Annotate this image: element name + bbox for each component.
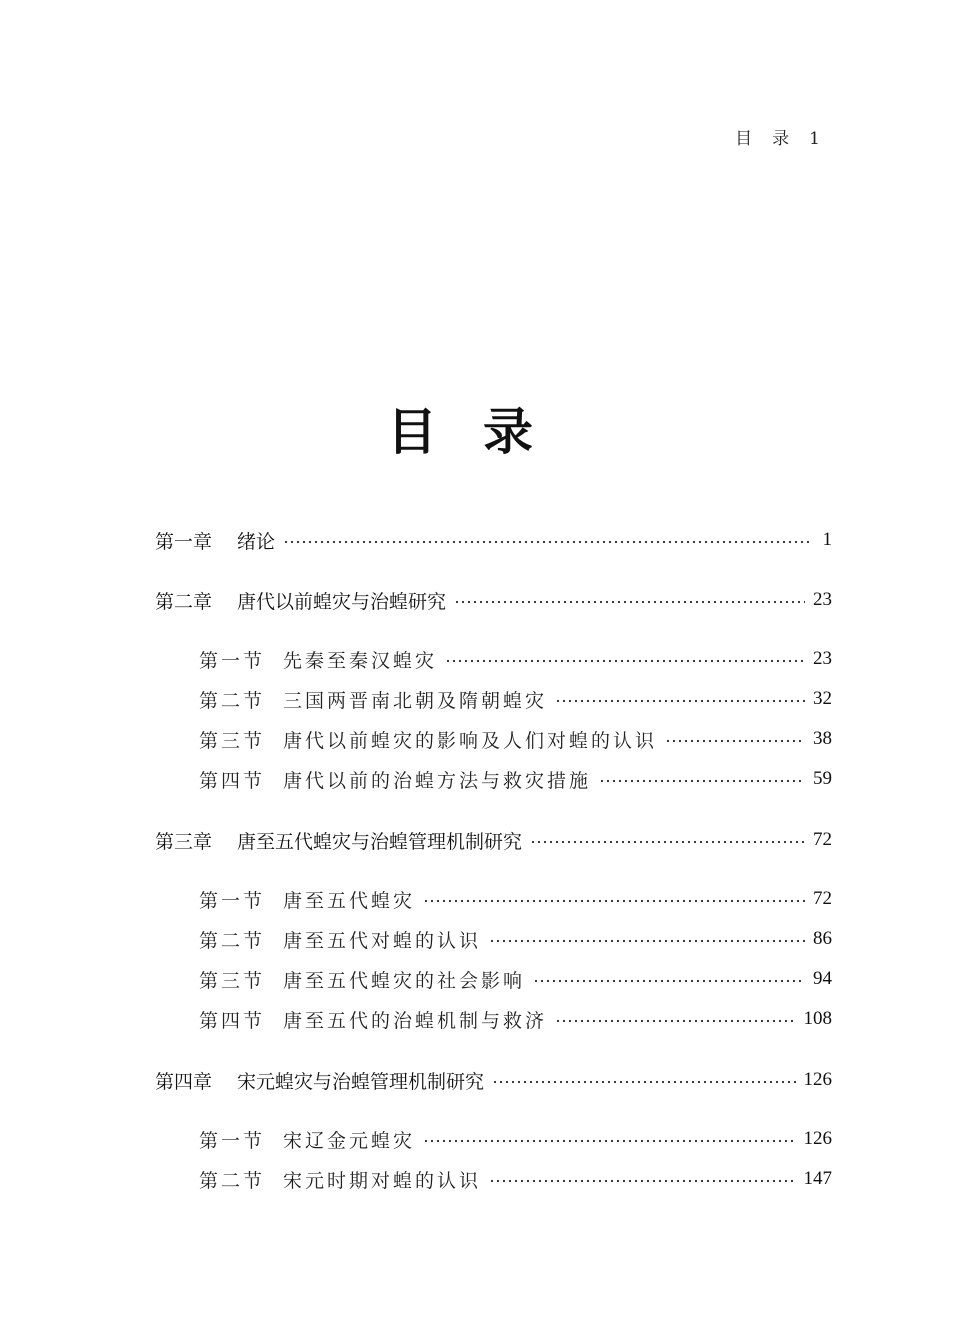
- dot-leader: [530, 840, 805, 844]
- dot-leader: [555, 1019, 795, 1023]
- toc-entry-page: 86: [813, 928, 832, 949]
- toc-entry-chapter-4[interactable]: [155, 1065, 832, 1095]
- toc-entry-page: 23: [813, 589, 832, 610]
- toc-entry-number: 第三节: [199, 729, 266, 752]
- toc-entry-number: 第四章: [155, 1070, 213, 1093]
- dot-leader: [454, 600, 805, 604]
- toc-entry-title: 唐代以前蝗灾与治蝗研究: [237, 590, 447, 613]
- toc-entry-page: 126: [803, 1128, 832, 1149]
- running-header-char2: 录: [772, 129, 792, 149]
- toc-entry-page: 72: [813, 888, 832, 909]
- dot-leader: [489, 1179, 795, 1183]
- toc-entry-number: 第二节: [199, 689, 266, 712]
- toc-entry-section[interactable]: [199, 644, 832, 674]
- toc-entry-title: 绪论: [237, 530, 276, 553]
- toc-entry-number: 第四节: [199, 769, 266, 792]
- toc-entry-title: 三国两晋南北朝及隋朝蝗灾: [283, 689, 548, 712]
- toc-entry-title: 唐代以前蝗灾的影响及人们对蝗的认识: [283, 729, 658, 752]
- toc-entry-number: 第一节: [199, 649, 266, 672]
- dot-leader: [445, 659, 805, 663]
- toc-title: [0, 392, 960, 464]
- toc-entry-section[interactable]: [199, 764, 832, 794]
- toc-entry-title: 唐至五代蝗灾的社会影响: [283, 969, 526, 992]
- dot-leader: [599, 779, 805, 783]
- running-header-page-number: 1: [809, 129, 822, 149]
- toc-entry-title: 先秦至秦汉蝗灾: [283, 649, 438, 672]
- toc-entry-title: 宋元时期对蝗的认识: [283, 1169, 482, 1192]
- toc-entry-number: 第一章: [155, 530, 213, 553]
- toc-entry-title: 宋元蝗灾与治蝗管理机制研究: [237, 1070, 485, 1093]
- dot-leader: [423, 1139, 795, 1143]
- toc-entry-number: 第三章: [155, 830, 213, 853]
- toc-entry-title: 唐至五代对蝗的认识: [283, 929, 482, 952]
- dot-leader: [533, 979, 805, 983]
- toc-entry-title: 唐至五代蝗灾与治蝗管理机制研究: [237, 830, 523, 853]
- running-header: [735, 124, 822, 149]
- toc-entry-title: 唐至五代的治蝗机制与救济: [283, 1009, 548, 1032]
- toc-entry-section[interactable]: [199, 1164, 832, 1194]
- toc-entry-page: 108: [803, 1008, 832, 1029]
- dot-leader: [492, 1080, 795, 1084]
- toc-entry-page: 38: [813, 728, 832, 749]
- toc-entry-title: 唐代以前的治蝗方法与救灾措施: [283, 769, 592, 792]
- toc-entry-title: 唐至五代蝗灾: [283, 889, 416, 912]
- dot-leader: [423, 899, 805, 903]
- toc-entry-number: 第四节: [199, 1009, 266, 1032]
- toc-entry-page: 72: [813, 829, 832, 850]
- toc-entry-page: 59: [813, 768, 832, 789]
- toc-entry-number: 第二节: [199, 929, 266, 952]
- toc-entry-section[interactable]: [199, 684, 832, 714]
- toc-entry-section[interactable]: [199, 884, 832, 914]
- running-header-char1: 目: [735, 129, 755, 149]
- toc-entry-page: 1: [822, 529, 832, 550]
- toc-entry-page: 94: [813, 968, 832, 989]
- dot-leader: [283, 540, 812, 544]
- toc-entry-number: 第二节: [199, 1169, 266, 1192]
- toc-entry-section[interactable]: [199, 724, 832, 754]
- toc-entry-section[interactable]: [199, 1124, 832, 1154]
- toc-entry-chapter-2[interactable]: [155, 585, 832, 615]
- toc-entry-number: 第二章: [155, 590, 213, 613]
- toc-title-char1: 目: [387, 403, 477, 461]
- toc-entry-page: 147: [803, 1168, 832, 1189]
- toc-entry-page: 23: [813, 648, 832, 669]
- toc-entry-chapter-3[interactable]: [155, 825, 832, 855]
- toc-entry-section[interactable]: [199, 964, 832, 994]
- toc-entry-page: 32: [813, 688, 832, 709]
- dot-leader: [555, 699, 805, 703]
- toc-entry-title: 宋辽金元蝗灾: [283, 1129, 416, 1152]
- toc-entry-section[interactable]: [199, 924, 832, 954]
- dot-leader: [665, 739, 805, 743]
- toc-entry-number: 第一节: [199, 889, 266, 912]
- toc-title-char2: 录: [483, 403, 573, 461]
- toc-entry-chapter-1[interactable]: [155, 525, 832, 555]
- toc-entry-number: 第一节: [199, 1129, 266, 1152]
- toc-entry-number: 第三节: [199, 969, 266, 992]
- toc-entry-section[interactable]: [199, 1004, 832, 1034]
- dot-leader: [489, 939, 805, 943]
- toc-entry-page: 126: [803, 1069, 832, 1090]
